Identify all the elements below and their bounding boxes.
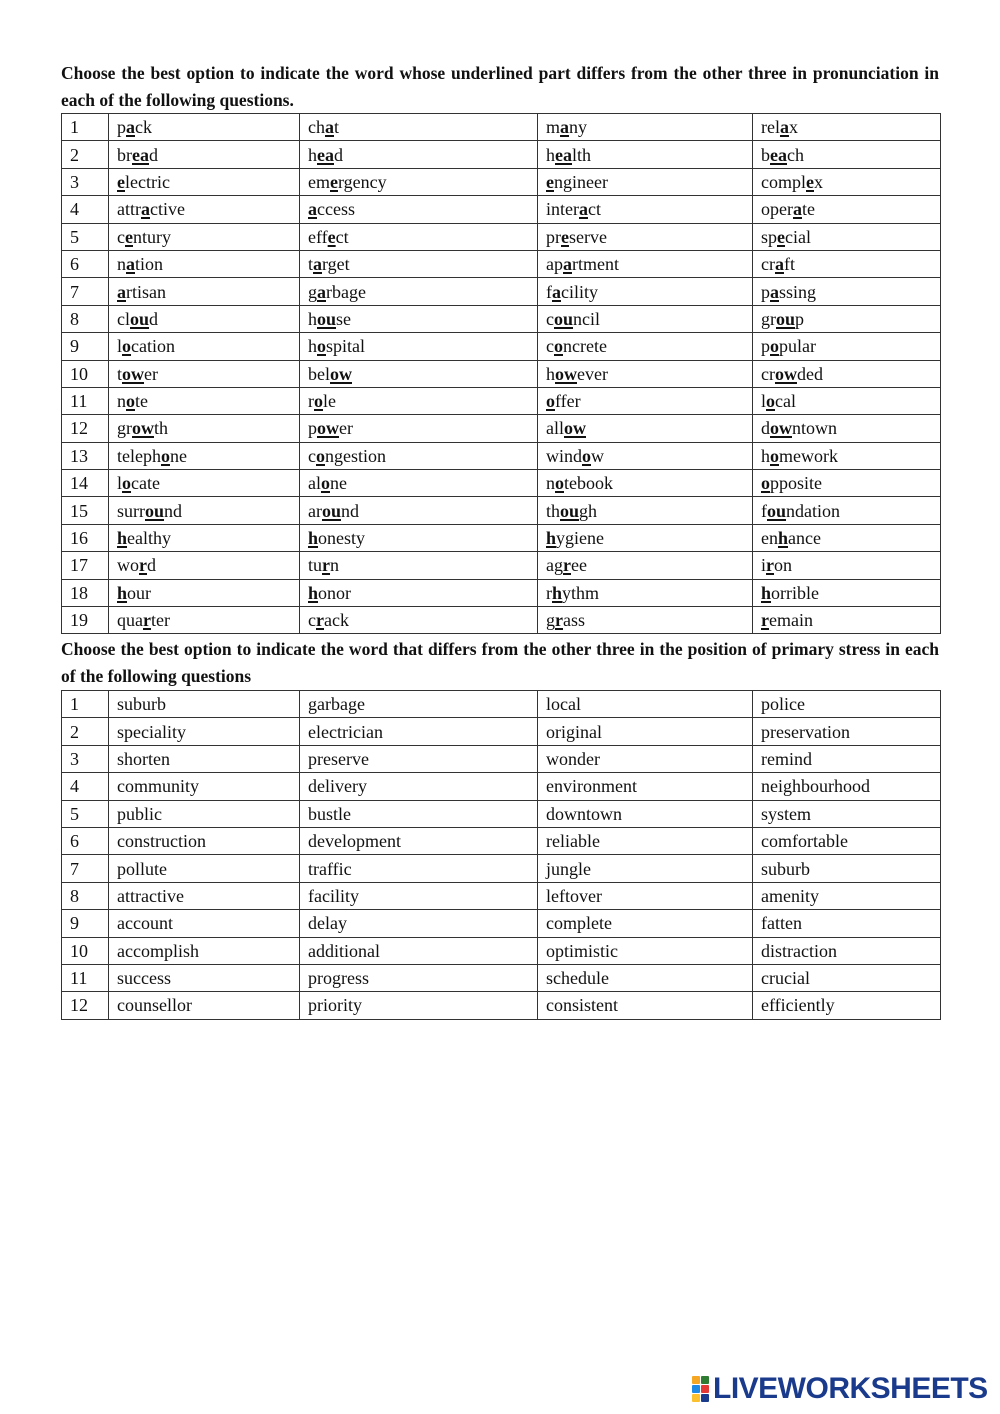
underlined-part: a (560, 117, 570, 138)
underlined-part: ow (774, 363, 797, 384)
underlined-part: ou (776, 308, 796, 329)
section2-heading: Choose the best option to indicate the word that differs from the other three in the position of primary stress in each of the following questions (61, 639, 939, 686)
option-word: additional (300, 937, 538, 964)
option-word: delay (300, 910, 538, 937)
option-word: chat (300, 114, 538, 141)
underlined-part: o (770, 445, 779, 466)
underlined-part: ow (317, 418, 339, 439)
logo-square (701, 1376, 709, 1384)
option-word: progress (300, 964, 538, 991)
table-row (62, 497, 941, 524)
underlined-part: ea (132, 144, 149, 165)
option-word: health (538, 141, 753, 168)
underlined-part: o (582, 445, 591, 466)
option-word: attractive (109, 196, 300, 223)
option-word: word (109, 552, 300, 579)
underlined-part: e (330, 171, 338, 192)
underlined-part: h (117, 528, 128, 549)
underlined-part: a (779, 117, 789, 138)
underlined-part: ou (321, 500, 341, 521)
option-word: downtown (753, 415, 941, 442)
logo-square (692, 1394, 700, 1402)
underlined-part: o (770, 336, 779, 357)
underlined-part: ow (770, 418, 792, 439)
underlined-part: a (126, 117, 135, 138)
logo-text: LIVEWORKSHEETS (713, 1372, 988, 1405)
option-word: honor (300, 579, 538, 606)
table-row (62, 470, 941, 497)
option-word: century (109, 223, 300, 250)
option-word: optimistic (538, 937, 753, 964)
option-word: local (538, 691, 753, 718)
question-number: 17 (62, 552, 109, 579)
underlined-part: ow (555, 363, 577, 384)
table-row (62, 442, 941, 469)
option-word: effect (300, 223, 538, 250)
underlined-part: h (552, 582, 563, 603)
option-word: environment (538, 773, 753, 800)
table-row (62, 718, 941, 745)
underlined-part: r (555, 610, 563, 631)
underlined-part: e (806, 171, 814, 192)
option-word: crack (300, 607, 538, 634)
underlined-part: a (141, 199, 150, 220)
option-word: nation (109, 250, 300, 277)
table-row (62, 524, 941, 551)
table-row (62, 278, 941, 305)
table-row (62, 415, 941, 442)
question-number: 9 (62, 910, 109, 937)
option-word: grass (538, 607, 753, 634)
underlined-part: ou (145, 500, 165, 521)
question-number: 2 (62, 141, 109, 168)
option-word: pack (109, 114, 300, 141)
table-row (62, 360, 941, 387)
underlined-part: a (117, 281, 126, 302)
table-row (62, 827, 941, 854)
option-word: role (300, 387, 538, 414)
stress-table (61, 690, 941, 1020)
underlined-part: a (552, 281, 561, 302)
table-row (62, 745, 941, 772)
liveworksheets-logo (692, 1372, 988, 1406)
option-word: though (538, 497, 753, 524)
option-word: honesty (300, 524, 538, 551)
underlined-part: o (122, 336, 132, 357)
underlined-part: o (314, 391, 323, 412)
option-word: garbage (300, 278, 538, 305)
underlined-part: ou (317, 308, 337, 329)
option-word: interact (538, 196, 753, 223)
option-word: preserve (538, 223, 753, 250)
option-word: priority (300, 992, 538, 1019)
option-word: quarter (109, 607, 300, 634)
option-word: fatten (753, 910, 941, 937)
option-word: accomplish (109, 937, 300, 964)
underlined-part: e (546, 171, 554, 192)
underlined-part: o (766, 391, 776, 412)
underlined-part: h (117, 582, 128, 603)
option-word: comfortable (753, 827, 941, 854)
table-row (62, 223, 941, 250)
question-number: 1 (62, 691, 109, 718)
option-word: window (538, 442, 753, 469)
option-word: attractive (109, 882, 300, 909)
option-word: delivery (300, 773, 538, 800)
option-word: local (753, 387, 941, 414)
option-word: remain (753, 607, 941, 634)
underlined-part: r (316, 610, 324, 631)
question-number: 15 (62, 497, 109, 524)
option-word: alone (300, 470, 538, 497)
option-word: opposite (753, 470, 941, 497)
section1-heading: Choose the best option to indicate the word whose underlined part differs from the other three in pronunciation in each of the following questions. (61, 63, 939, 110)
table-row (62, 910, 941, 937)
option-word: electric (109, 168, 300, 195)
option-word: electrician (300, 718, 538, 745)
option-word: counsellor (109, 992, 300, 1019)
option-word: hospital (300, 333, 538, 360)
question-number: 10 (62, 937, 109, 964)
underlined-part: ou (560, 500, 580, 521)
question-number: 12 (62, 992, 109, 1019)
underlined-part: ou (130, 308, 150, 329)
option-word: development (300, 827, 538, 854)
underlined-part: r (563, 555, 571, 576)
option-word: reliable (538, 827, 753, 854)
underlined-part: o (316, 445, 325, 466)
underlined-part: o (160, 445, 170, 466)
option-word: congestion (300, 442, 538, 469)
underlined-part: ow (132, 418, 154, 439)
option-word: horrible (753, 579, 941, 606)
option-word: original (538, 718, 753, 745)
question-number: 5 (62, 223, 109, 250)
liveworksheets-logo-icon (692, 1376, 709, 1402)
option-word: location (109, 333, 300, 360)
option-word: rhythm (538, 579, 753, 606)
option-word: many (538, 114, 753, 141)
question-number: 11 (62, 387, 109, 414)
option-word: police (753, 691, 941, 718)
option-word: account (109, 910, 300, 937)
option-word: preservation (753, 718, 941, 745)
question-number: 2 (62, 718, 109, 745)
option-word: amenity (753, 882, 941, 909)
underlined-part: o (321, 473, 330, 494)
underlined-part: o (317, 336, 326, 357)
option-word: council (538, 305, 753, 332)
option-word: relax (753, 114, 941, 141)
option-word: efficiently (753, 992, 941, 1019)
question-number: 4 (62, 196, 109, 223)
underlined-part: ea (555, 144, 572, 165)
underlined-part: h (778, 528, 789, 549)
table-row (62, 196, 941, 223)
underlined-part: a (325, 117, 334, 138)
option-word: pollute (109, 855, 300, 882)
option-word: wonder (538, 745, 753, 772)
option-word: speciality (109, 718, 300, 745)
option-word: access (300, 196, 538, 223)
underlined-part: h (308, 582, 319, 603)
option-word: operate (753, 196, 941, 223)
option-word: facility (538, 278, 753, 305)
option-word: target (300, 250, 538, 277)
underlined-part: e (561, 226, 569, 247)
option-word: growth (109, 415, 300, 442)
question-number: 14 (62, 470, 109, 497)
option-word: system (753, 800, 941, 827)
question-number: 4 (62, 773, 109, 800)
underlined-part: r (322, 555, 331, 576)
option-word: concrete (538, 333, 753, 360)
option-word: head (300, 141, 538, 168)
logo-square (701, 1394, 709, 1402)
option-word: bread (109, 141, 300, 168)
underlined-part: e (125, 226, 133, 247)
option-word: craft (753, 250, 941, 277)
underlined-part: o (546, 391, 555, 412)
option-word: turn (300, 552, 538, 579)
table-row (62, 964, 941, 991)
option-word: iron (753, 552, 941, 579)
underlined-part: a (774, 254, 784, 275)
underlined-part: ou (767, 500, 787, 521)
option-word: apartment (538, 250, 753, 277)
option-word: suburb (109, 691, 300, 718)
table-row (62, 387, 941, 414)
underlined-part: r (761, 610, 769, 631)
option-word: beach (753, 141, 941, 168)
option-word: locate (109, 470, 300, 497)
table-row (62, 773, 941, 800)
option-word: homework (753, 442, 941, 469)
underlined-part: o (555, 473, 564, 494)
table-row (62, 691, 941, 718)
underlined-part: e (327, 226, 336, 247)
table-row (62, 882, 941, 909)
table-row (62, 937, 941, 964)
option-word: hour (109, 579, 300, 606)
table-row (62, 855, 941, 882)
option-word: house (300, 305, 538, 332)
underlined-part: a (792, 199, 802, 220)
option-word: below (300, 360, 538, 387)
option-word: however (538, 360, 753, 387)
option-word: healthy (109, 524, 300, 551)
underlined-part: r (143, 610, 151, 631)
underlined-part: o (761, 473, 770, 494)
question-number: 7 (62, 278, 109, 305)
option-word: tower (109, 360, 300, 387)
option-word: bustle (300, 800, 538, 827)
question-number: 18 (62, 579, 109, 606)
option-word: enhance (753, 524, 941, 551)
option-word: complete (538, 910, 753, 937)
question-number: 19 (62, 607, 109, 634)
underlined-part: a (126, 254, 135, 275)
question-number: 5 (62, 800, 109, 827)
underlined-part: h (308, 528, 319, 549)
option-word: emergency (300, 168, 538, 195)
logo-square (692, 1385, 700, 1393)
underlined-part: o (122, 473, 132, 494)
table-row (62, 579, 941, 606)
option-word: community (109, 773, 300, 800)
pronunciation-table (61, 113, 941, 634)
underlined-part: ea (770, 144, 787, 165)
option-word: public (109, 800, 300, 827)
option-word: remind (753, 745, 941, 772)
option-word: engineer (538, 168, 753, 195)
underlined-part: a (317, 281, 326, 302)
option-word: surround (109, 497, 300, 524)
underlined-part: h (546, 528, 557, 549)
logo-square (701, 1385, 709, 1393)
option-word: complex (753, 168, 941, 195)
option-word: suburb (753, 855, 941, 882)
question-number: 12 (62, 415, 109, 442)
underlined-part: ea (317, 144, 334, 165)
underlined-part: o (126, 391, 135, 412)
underlined-part: ow (564, 418, 586, 439)
option-word: schedule (538, 964, 753, 991)
underlined-part: r (139, 555, 147, 576)
question-number: 1 (62, 114, 109, 141)
question-number: 9 (62, 333, 109, 360)
option-word: group (753, 305, 941, 332)
question-number: 16 (62, 524, 109, 551)
option-word: downtown (538, 800, 753, 827)
table-row (62, 141, 941, 168)
table-row (62, 800, 941, 827)
question-number: 6 (62, 250, 109, 277)
option-word: artisan (109, 278, 300, 305)
option-word: telephone (109, 442, 300, 469)
table-row (62, 992, 941, 1019)
option-word: crowded (753, 360, 941, 387)
option-word: foundation (753, 497, 941, 524)
underlined-part: a (579, 199, 588, 220)
underlined-part: a (770, 281, 779, 302)
option-word: notebook (538, 470, 753, 497)
table-row (62, 305, 941, 332)
option-word: consistent (538, 992, 753, 1019)
underlined-part: a (313, 254, 323, 275)
table-row (62, 250, 941, 277)
question-number: 3 (62, 745, 109, 772)
option-word: traffic (300, 855, 538, 882)
table-row (62, 607, 941, 634)
option-word: success (109, 964, 300, 991)
question-number: 6 (62, 827, 109, 854)
option-word: agree (538, 552, 753, 579)
table-row (62, 168, 941, 195)
option-word: garbage (300, 691, 538, 718)
underlined-part: ow (330, 363, 352, 384)
underlined-part: o (554, 336, 563, 357)
option-word: cloud (109, 305, 300, 332)
option-word: popular (753, 333, 941, 360)
option-word: preserve (300, 745, 538, 772)
option-word: power (300, 415, 538, 442)
underlined-part: r (766, 555, 775, 576)
option-word: construction (109, 827, 300, 854)
question-number: 7 (62, 855, 109, 882)
option-word: jungle (538, 855, 753, 882)
option-word: crucial (753, 964, 941, 991)
option-word: note (109, 387, 300, 414)
option-word: special (753, 223, 941, 250)
option-word: facility (300, 882, 538, 909)
table-row (62, 333, 941, 360)
underlined-part: a (308, 199, 317, 220)
option-word: neighbourhood (753, 773, 941, 800)
question-number: 3 (62, 168, 109, 195)
underlined-part: ou (554, 308, 574, 329)
underlined-part: ow (122, 363, 145, 384)
question-number: 8 (62, 882, 109, 909)
underlined-part: e (117, 171, 125, 192)
option-word: passing (753, 278, 941, 305)
question-number: 11 (62, 964, 109, 991)
table-row (62, 552, 941, 579)
logo-square (692, 1376, 700, 1384)
option-word: distraction (753, 937, 941, 964)
option-word: leftover (538, 882, 753, 909)
question-number: 8 (62, 305, 109, 332)
option-word: allow (538, 415, 753, 442)
question-number: 13 (62, 442, 109, 469)
option-word: around (300, 497, 538, 524)
option-word: offer (538, 387, 753, 414)
table-row (62, 114, 941, 141)
underlined-part: h (761, 582, 772, 603)
underlined-part: e (777, 226, 786, 247)
option-word: shorten (109, 745, 300, 772)
question-number: 10 (62, 360, 109, 387)
option-word: hygiene (538, 524, 753, 551)
underlined-part: a (563, 254, 572, 275)
